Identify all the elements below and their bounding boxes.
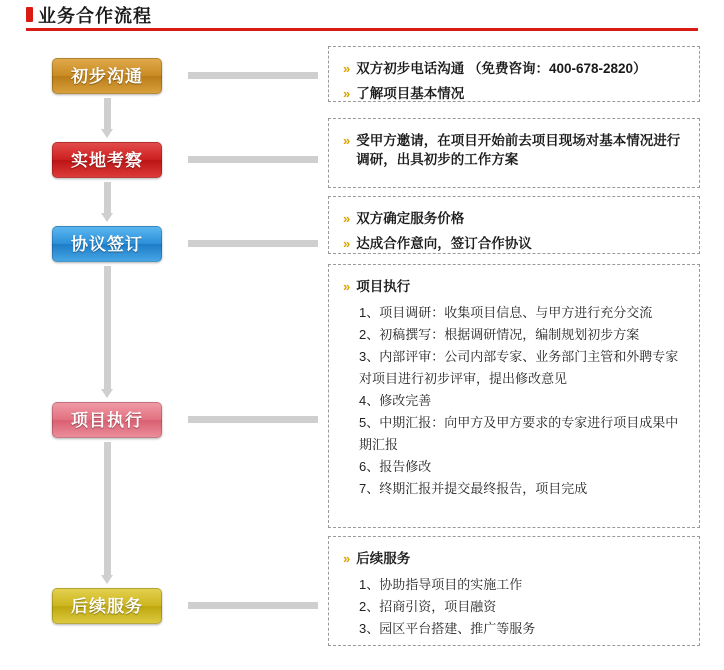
panel-item: [343, 277, 687, 296]
connector-line-4: [188, 416, 318, 423]
chevron-right-icon: »: [343, 61, 351, 76]
flow-arrow-down-2: [103, 182, 112, 224]
arrow-head-icon: [101, 213, 113, 222]
panel-item: [343, 84, 687, 103]
chevron-right-icon: »: [343, 279, 351, 294]
page-header: [26, 4, 698, 34]
stage-button-initial-communication[interactable]: 初步沟通: [52, 58, 162, 94]
connector-line-5: [188, 602, 318, 609]
stage-button-follow-up-service[interactable]: 后续服务: [52, 588, 162, 624]
chevron-right-icon: »: [343, 236, 351, 251]
panel-subitem: 3、园区平台搭建、推广等服务: [359, 621, 536, 636]
arrow-head-icon: [101, 129, 113, 138]
panel-item-label: 项目执行: [356, 279, 411, 294]
detail-panel-follow-up-service: [328, 536, 700, 646]
panel-subitem: 2、招商引资，项目融资: [359, 599, 497, 614]
detail-panel-agreement-signing: [328, 196, 700, 254]
panel-subitem: 4、修改完善: [359, 393, 432, 408]
chevron-right-icon: »: [343, 551, 351, 566]
chevron-right-icon: »: [343, 211, 351, 226]
arrow-shaft: [104, 442, 111, 576]
panel-subitem: 6、报告修改: [359, 459, 432, 474]
panel-subitem: 5、中期汇报：向甲方及甲方要求的专家进行项目成果中期汇报: [359, 415, 679, 452]
connector-line-2: [188, 156, 318, 163]
panel-item: [343, 549, 687, 568]
chevron-right-icon: »: [343, 86, 351, 101]
flow-arrow-down-3: [103, 266, 112, 400]
panel-item-label: 双方初步电话沟通 （免费咨询：400-678-2820）: [356, 61, 647, 76]
connector-line-3: [188, 240, 318, 247]
panel-subitem: 3、内部评审：公司内部专家、业务部门主管和外聘专家对项目进行初步评审，提出修改意见: [359, 349, 679, 386]
flow-arrow-down-1: [103, 98, 112, 140]
arrow-head-icon: [101, 575, 113, 584]
detail-panel-project-execution: [328, 264, 700, 528]
panel-item-label: 了解项目基本情况: [356, 86, 465, 101]
arrow-shaft: [104, 182, 111, 214]
connector-line-1: [188, 72, 318, 79]
arrow-shaft: [104, 266, 111, 390]
panel-subitem: 1、协助指导项目的实施工作: [359, 577, 523, 592]
panel-subitem: 1、项目调研：收集项目信息、与甲方进行充分交流: [359, 305, 653, 320]
panel-item: [343, 59, 687, 78]
panel-item-label: 后续服务: [356, 551, 411, 566]
panel-subitem: 2、初稿撰写：根据调研情况，编制规划初步方案: [359, 327, 640, 342]
stage-button-site-visit[interactable]: 实地考察: [52, 142, 162, 178]
page-title: 业务合作流程: [38, 6, 152, 26]
detail-panel-site-visit: [328, 118, 700, 188]
flow-arrow-down-4: [103, 442, 112, 586]
panel-item-label: 双方确定服务价格: [356, 211, 465, 226]
panel-subitem: 7、终期汇报并提交最终报告，项目完成: [359, 481, 588, 496]
chevron-right-icon: »: [343, 133, 351, 148]
header-divider: [26, 28, 698, 31]
panel-item: [343, 234, 687, 253]
stage-button-project-execution[interactable]: 项目执行: [52, 402, 162, 438]
stage-button-agreement-signing[interactable]: 协议签订: [52, 226, 162, 262]
arrow-head-icon: [101, 389, 113, 398]
panel-item: [343, 209, 687, 228]
panel-item-label: 受甲方邀请，在项目开始前去项目现场对基本情况进行调研，出具初步的工作方案: [356, 133, 681, 167]
panel-item: [343, 131, 687, 169]
detail-panel-initial-communication: [328, 46, 700, 102]
arrow-shaft: [104, 98, 111, 130]
header-marker-icon: [26, 7, 33, 22]
panel-item-label: 达成合作意向，签订合作协议: [356, 236, 532, 251]
